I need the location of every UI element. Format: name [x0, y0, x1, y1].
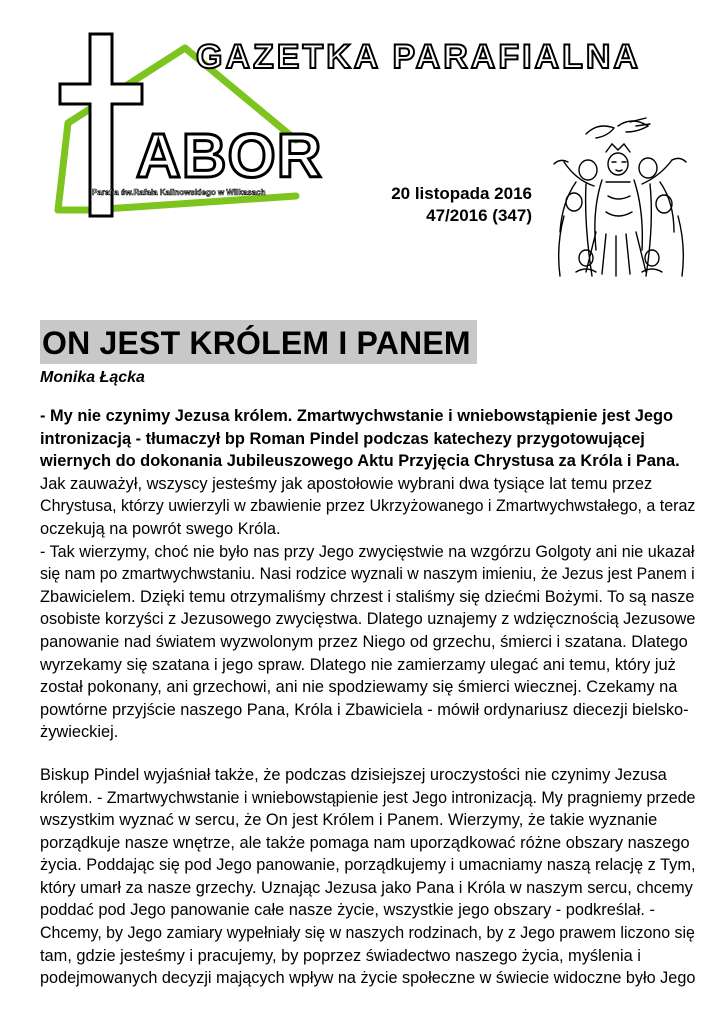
article-title: ON JEST KRÓLEM I PANEM — [40, 320, 477, 364]
text-line: panowanie nad światem wyzwolonym przez Niego od grzechu, śmierci i szatana. Dlatego — [40, 632, 688, 651]
text-line: Chrystusa, którzy uwierzyli w zbawienie przez Ukrzyżowanego i Zmartwychwstałego, a teraz — [40, 497, 696, 516]
article-author: Monika Łącka — [40, 369, 145, 386]
series-title: GAZETKA PARAFIALNA — [196, 38, 641, 76]
text-line: - Tak wierzymy, choć nie było nas przy Jego zwycięstwie na wzgórzu Golgoty ani nie ukazał — [40, 542, 695, 561]
text-line: powtórne przyjście naszego Pana, Króla i Zbawiciela - mówił ordynariusz diecezji bielsko- — [40, 700, 689, 719]
text-line: królem. - Zmartwychwstanie i wniebowstąpienie jest Jego intronizacją. My pragniemy przede — [40, 788, 696, 807]
text-line: tam, gdzie jesteśmy i pracujemy, by poprzez świadectwo naszego życia, myślenia i — [40, 946, 641, 965]
text-line: Chcemy, by Jego zamiary wypełniały się w naszych rodzinach, by z Jego prawem liczono się — [40, 924, 695, 943]
lead-line: wiernych do dokonania Jubileuszowego Aktu Przyjęcia Chrystusa za Króla i Pana. — [40, 452, 680, 471]
lead-line: - My nie czynimy Jezusa królem. Zmartwychwstanie i wniebowstąpienie jest Jego — [40, 407, 674, 425]
text-line: życia. Poddając się pod Jego panowanie, porządkujemy i umacniamy naszą relację z Tym, — [40, 856, 696, 875]
text-line: wyrzekamy się szatana i jego spraw. Dlatego nie zamierzamy ulegać ani temu, który już — [40, 655, 676, 674]
issue-date: 20 listopada 2016 — [391, 184, 532, 203]
paragraph-1 — [40, 473, 696, 744]
christ-king-illustration-icon — [546, 112, 696, 282]
text-line: osobiste korzyści z Jezusowego zwycięstwa. Dlatego uznajemy z wdzięcznością Jezusowe — [40, 610, 696, 629]
article-lead — [40, 405, 690, 473]
article-body — [40, 405, 696, 990]
text-line: oczekują na powrót swego Króla. — [40, 519, 281, 538]
lead-line: intronizacją - tłumaczył bp Roman Pindel podczas katechezy przygotowującej — [40, 429, 645, 448]
paragraph-2 — [40, 764, 696, 990]
text-line: Zbawicielem. Dzięki temu otrzymaliśmy chrzest i staliśmy się dziećmi Bożymi. To są nasze — [40, 587, 695, 606]
logo-word: ABOR — [136, 122, 323, 191]
text-line: podejmowanych decyzji mających wpływ na życie społeczne w świecie widoczne było Jego — [40, 969, 696, 988]
text-line: został pokonany, ani grzechowi, ani nie spodziewamy się śmierci wiecznej. Czekamy na — [40, 678, 678, 697]
text-line: wszystkim wyznać w sercu, że On jest Królem i Panem. Wierzymy, że takie wyznanie — [40, 811, 658, 830]
paragraph-gap — [40, 744, 690, 764]
text-line: Jak zauważył, wszyscy jesteśmy jak apostołowie wybrani dwa tysiące lat temu przez — [40, 474, 653, 493]
issue-info — [330, 183, 532, 227]
text-line: się nam po zmartwychwstaniu. Nasi rodzice wyznali w naszym imieniu, że Jezus jest Panem i — [40, 565, 695, 584]
text-line: Biskup Pindel wyjaśniał także, że podczas dzisiejszej uroczystości nie czynimy Jezusa — [40, 765, 667, 784]
issue-number: 47/2016 (347) — [426, 206, 532, 225]
parish-name: Parafia św.Rafała Kalinowskiego w Wilkasach — [92, 188, 266, 197]
masthead — [0, 0, 721, 300]
text-line: który umarł za nasze grzechy. Uznając Jezusa jako Pana i Króla w naszym sercu, chcemy — [40, 878, 693, 897]
text-line: żywieckiej. — [40, 723, 119, 742]
text-line: porządkuje nasze wnętrze, ale także pomaga nam uporządkować różne obszary naszego — [40, 833, 690, 852]
text-line: poddać pod Jego panowanie całe nasze życie, wszystkie jego obszary - podkreślał. - — [40, 901, 655, 920]
